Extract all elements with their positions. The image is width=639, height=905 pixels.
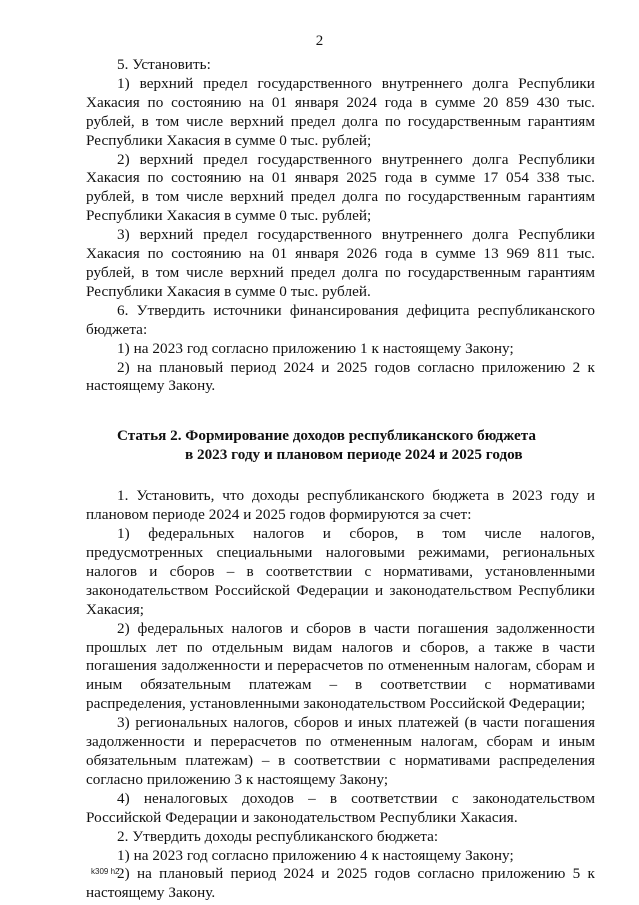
paragraph-past-debts: 2) федеральных налогов и сборов в части погашения задолженности прошлых лет по отдельным видам налогов и сборов, а также в части погашения задолженности и перерасчетов по отмененным налогам, сборам и иным обязательным платежам – в соответствии с нормативами распределения, установленными законодательством Российской Федерации; [86, 619, 595, 713]
page-number: 2 [315, 33, 324, 49]
paragraph-item-6: 6. Утвердить источники финансирования дефицита республиканского бюджета: [86, 301, 595, 338]
article-2-heading [86, 426, 595, 464]
paragraph-appendix-2: 2) на плановый период 2024 и 2025 годов согласно приложению 2 к настоящему Закону. [86, 358, 595, 395]
article-heading-line-2: в 2023 году и плановом периоде 2024 и 2025 годов [185, 446, 523, 464]
paragraph-revenue-sources: 1. Установить, что доходы республиканского бюджета в 2023 году и плановом периоде 2024 и 2025 годов формируются за счет: [86, 487, 595, 524]
paragraph-regional-taxes: 3) региональных налогов, сборов и иных платежей (в части погашения задолженности и перерасчетов по отмененным налогам, сборам и иным обязательным платежам) – в соответствии с нормативами распределения согласно приложению 3 к настоящему Закону; [86, 714, 595, 788]
paragraph-appendix-4: 1) на 2023 год согласно приложению 4 к настоящему Закону; [117, 846, 514, 864]
footer-code: k309 h2 [91, 867, 120, 876]
document-body [86, 56, 595, 903]
paragraph-non-tax-income: 4) неналоговых доходов – в соответствии с законодательством Российской Федерации и законодательством Республики Хакасия. [86, 789, 595, 826]
paragraph-debt-limit-2026: 3) верхний предел государственного внутреннего долга Республики Хакасия по состоянию на 01 января 2026 года в сумме 13 969 811 тыс. рублей, в том числе верхний предел долга по государственным гарантиям Республики Хакасия в сумме 0 тыс. рублей. [86, 226, 595, 300]
paragraph-approve-income: 2. Утвердить доходы республиканского бюджета: [117, 827, 439, 845]
paragraph-debt-limit-2024: 1) верхний предел государственного внутреннего долга Республики Хакасия по состоянию на 01 января 2024 года в сумме 20 859 430 тыс. рублей, в том числе верхний предел долга по государственным гарантиям Республики Хакасия в сумме 0 тыс. рублей; [86, 74, 595, 149]
article-heading-line-1: Статья 2. Формирование доходов республиканского бюджета [117, 427, 536, 445]
paragraph-appendix-5: 2) на плановый период 2024 и 2025 годов согласно приложению 5 к настоящему Закону. [86, 865, 595, 902]
paragraph-federal-taxes: 1) федеральных налогов и сборов, в том числе налогов, предусмотренных специальными налоговыми режимами, региональных налогов и сборов – в соответствии с нормативами, установленными законодательством Российской Федерации и законодательством Республики Хакасия; [86, 525, 595, 618]
paragraph-item-5: 5. Установить: [117, 56, 211, 73]
paragraph-debt-limit-2025: 2) верхний предел государственного внутреннего долга Республики Хакасия по состоянию на 01 января 2025 года в сумме 17 054 338 тыс. рублей, в том числе верхний предел долга по государственным гарантиям Республики Хакасия в сумме 0 тыс. рублей; [86, 150, 595, 225]
paragraph-appendix-1: 1) на 2023 год согласно приложению 1 к настоящему Закону; [117, 339, 514, 357]
